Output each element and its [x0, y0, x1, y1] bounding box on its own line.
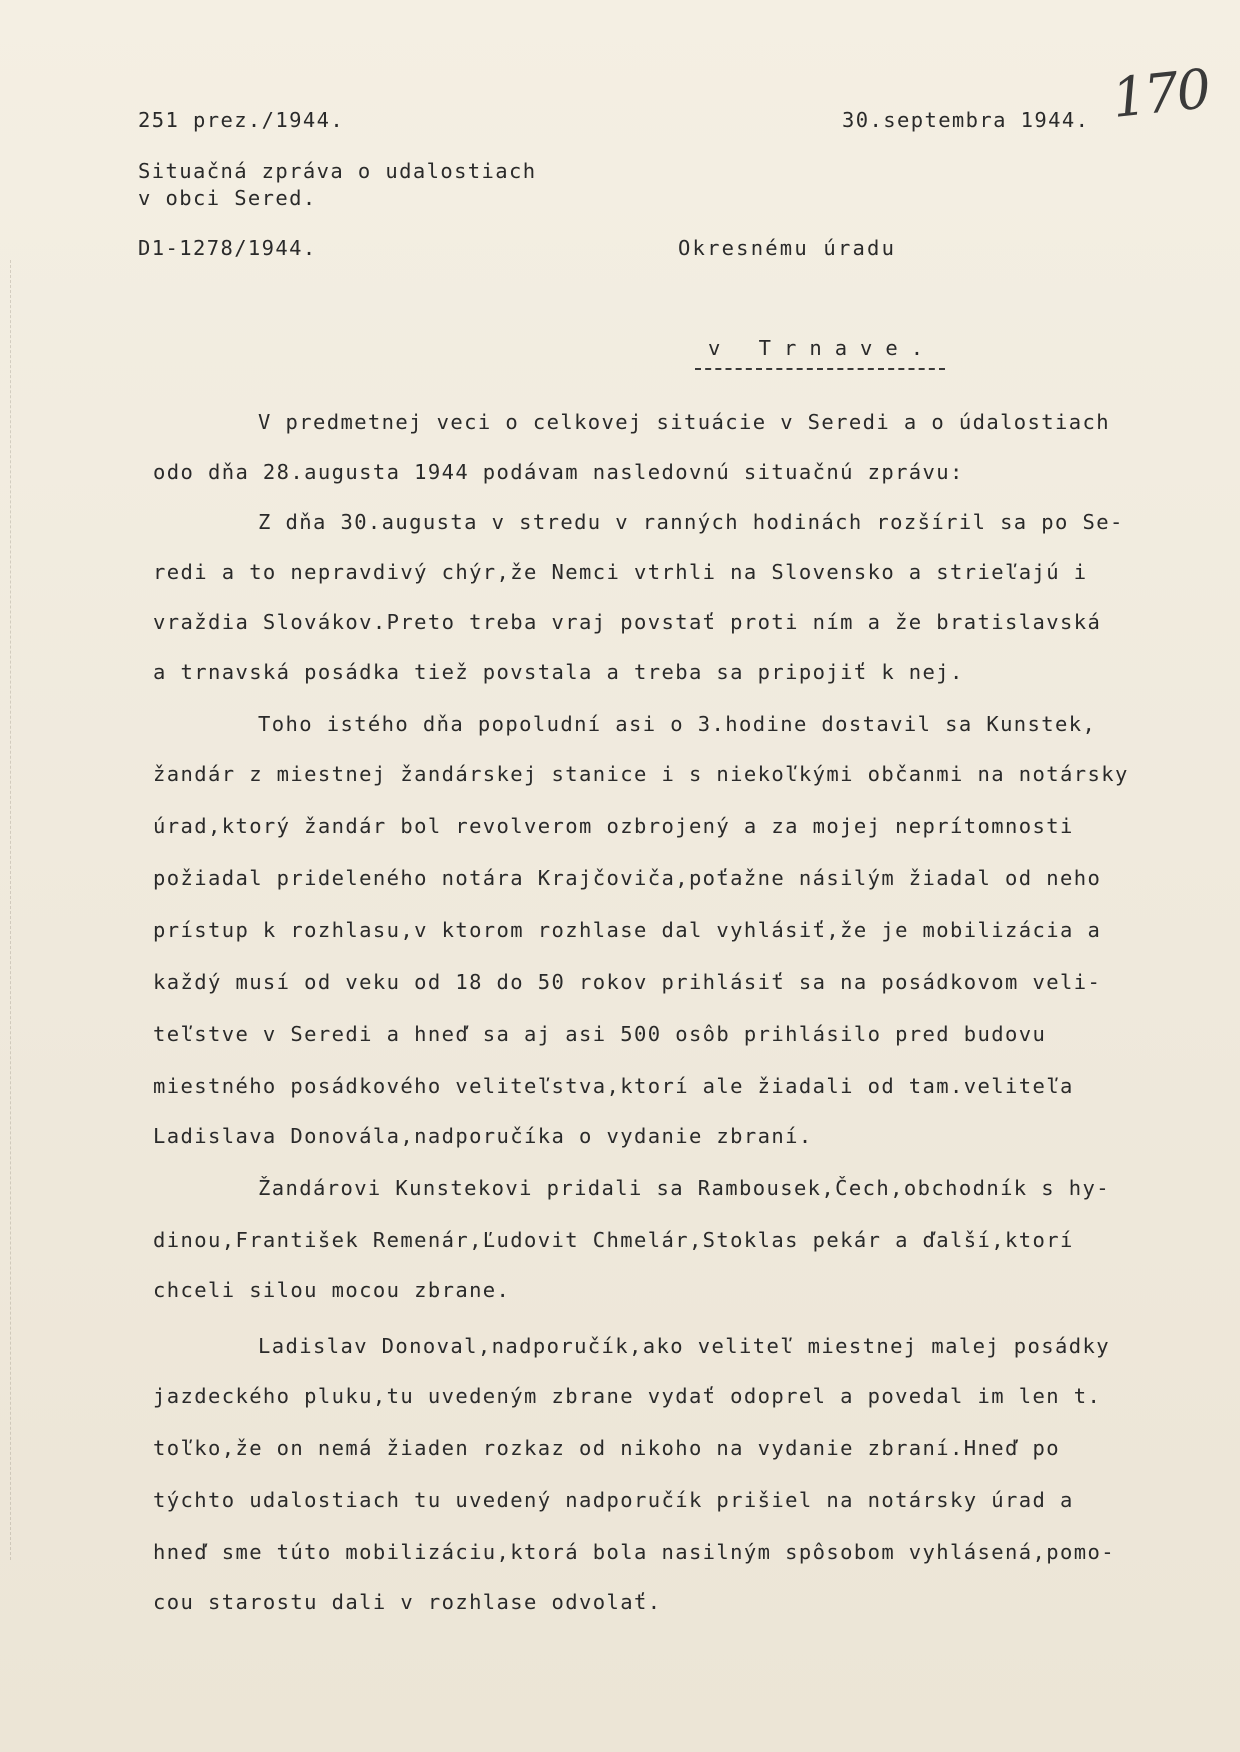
subject-line-2: v obci Sered. [138, 186, 317, 210]
document-date: 30.septembra 1944. [842, 108, 1090, 132]
body-line: vraždia Slovákov.Preto treba vraj povstať proti ním a že bratislavská [153, 610, 1102, 634]
body-line: chceli silou mocou zbrane. [153, 1278, 511, 1302]
body-line: požiadal prideleného notára Krajčoviča,poťažne násilým žiadal od neho [153, 866, 1102, 890]
body-line: teľstve v Seredi a hneď sa aj asi 500 osôb prihlásilo pred budovu [153, 1022, 1047, 1046]
body-line: jazdeckého pluku,tu uvedeným zbrane vydať odoprel a povedal im len t. [153, 1384, 1102, 1408]
body-line: cou starostu dali v rozhlase odvolať. [153, 1590, 662, 1614]
body-line: žandár z miestnej žandárskej stanice i s niekoľkými občanmi na notársky [153, 762, 1129, 786]
addressee-office: Okresnému úradu [678, 236, 897, 260]
reference-number: 251 prez./1944. [138, 108, 345, 132]
addressee-city: v Trnave. [708, 336, 937, 360]
file-number: D1-1278/1944. [138, 236, 317, 260]
body-line: Žandárovi Kunstekovi pridali sa Rambousek,Čech,obchodník s hy- [258, 1176, 1111, 1200]
body-line: Ladislav Donoval,nadporučík,ako veliteľ miestnej malej posádky [258, 1334, 1111, 1358]
margin-fold-mark [10, 260, 13, 1560]
body-line: toľko,že on nemá žiaden rozkaz od nikoho na vydanie zbraní.Hneď po [153, 1436, 1060, 1460]
body-line: V predmetnej veci o celkovej situácie v Seredi a o údalostiach [258, 410, 1111, 434]
body-line: hneď sme túto mobilizáciu,ktorá bola nasilným spôsobom vyhlásená,pomo- [153, 1540, 1115, 1564]
subject-line-1: Situačná zpráva o udalostiach [138, 159, 537, 183]
body-line: miestného posádkového veliteľstva,ktorí ale žiadali od tam.veliteľa [153, 1074, 1074, 1098]
body-line: prístup k rozhlasu,v ktorom rozhlase dal vyhlásiť,že je mobilizácia a [153, 918, 1102, 942]
body-line: úrad,ktorý žandár bol revolverom ozbrojený a za mojej neprítomnosti [153, 814, 1074, 838]
body-line: Ladislava Donoválа,nadporučíka o vydanie zbraní. [153, 1124, 813, 1148]
body-line: redi a to nepravdivý chýr,že Nemci vtrhli na Slovensko a strieľajú i [153, 560, 1088, 584]
body-line: Toho istého dňa popoludní asi o 3.hodine dostavil sa Kunstek, [258, 712, 1097, 736]
body-line: dinou,František Remenár,Ľudovit Chmelár,Stoklas pekár a ďalší,ktorí [153, 1228, 1074, 1252]
body-line: odo dňa 28.augusta 1944 podávam nasledovnú situačnú zprávu: [153, 460, 964, 484]
addressee-underline [695, 368, 945, 370]
body-line: každý musí od veku od 18 do 50 rokov prihlásiť sa na posádkovom veli- [153, 970, 1102, 994]
body-line: a trnavská posádka tiež povstala a treba sa pripojiť k nej. [153, 660, 964, 684]
body-line: Z dňa 30.augusta v stredu v ranných hodinách rozšíril sa po Se- [258, 510, 1124, 534]
body-line: týchto udalostiach tu uvedený nadporučík prišiel na notársky úrad a [153, 1488, 1074, 1512]
handwritten-folio-number: 170 [1108, 57, 1213, 130]
